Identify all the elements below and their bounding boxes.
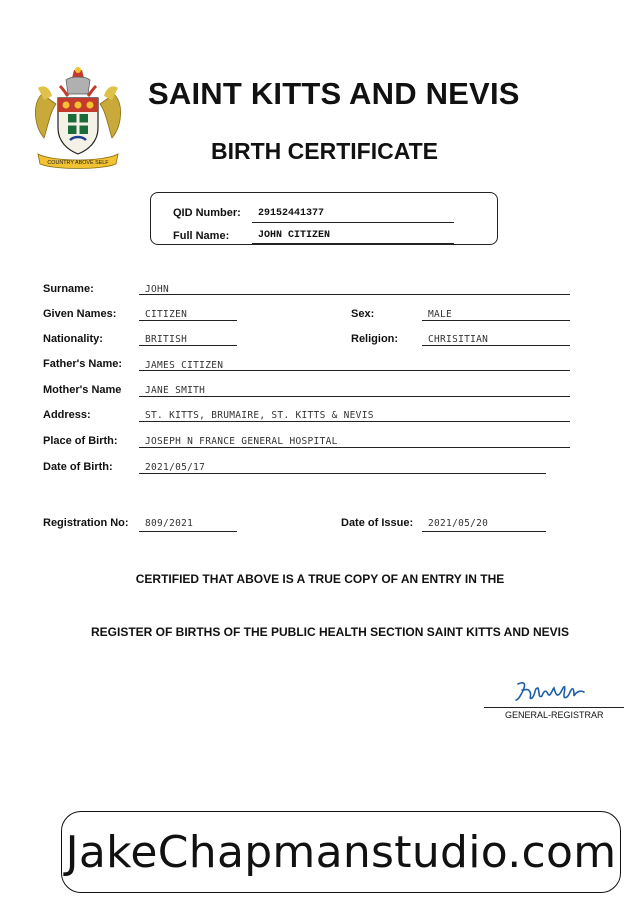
- coat-of-arms-icon: [30, 66, 126, 170]
- sex-underline: [422, 320, 570, 321]
- given-names-value: CITIZEN: [145, 309, 188, 320]
- given-names-underline: [139, 320, 237, 321]
- certification-line-1: CERTIFIED THAT ABOVE IS A TRUE COPY OF AN ENTRY IN THE: [135, 572, 505, 586]
- place-of-birth-label: Place of Birth:: [43, 435, 118, 447]
- full-name-value: JOHN CITIZEN: [258, 230, 331, 241]
- watermark-banner: JakeChapmanstudio.com: [61, 811, 621, 893]
- registration-no-value: 809/2021: [145, 518, 194, 529]
- certification-line-2: REGISTER OF BIRTHS OF THE PUBLIC HEALTH SECTION SAINT KITTS AND NEVIS: [90, 625, 569, 639]
- qid-value: 29152441377: [258, 208, 325, 219]
- date-of-birth-underline: [139, 473, 546, 474]
- address-value: ST. KITTS, BRUMAIRE, ST. KITTS & NEVIS: [145, 410, 374, 421]
- religion-value: CHRISITIAN: [428, 334, 489, 345]
- nationality-underline: [139, 345, 237, 346]
- surname-underline: [139, 294, 570, 295]
- father-name-underline: [139, 370, 570, 371]
- sex-value: MALE: [428, 309, 453, 320]
- date-of-issue-underline: [422, 531, 546, 532]
- handwritten-signature-icon: [512, 680, 592, 704]
- date-of-birth-value: 2021/05/17: [145, 462, 206, 473]
- place-of-birth-value: JOSEPH N FRANCE GENERAL HOSPITAL: [145, 436, 338, 447]
- address-label: Address:: [43, 409, 91, 421]
- surname-value: JOHN: [145, 284, 170, 295]
- full-name-underline: [252, 243, 454, 244]
- qid-underline: [252, 222, 454, 223]
- qid-label: QID Number:: [173, 207, 241, 219]
- address-underline: [139, 421, 570, 422]
- date-of-issue-label: Date of Issue:: [341, 517, 414, 529]
- svg-text:COUNTRY ABOVE SELF: COUNTRY ABOVE SELF: [47, 160, 109, 166]
- religion-underline: [422, 345, 570, 346]
- religion-label: Religion:: [351, 333, 399, 345]
- document-title: BIRTH CERTIFICATE: [211, 138, 439, 164]
- mother-name-underline: [139, 396, 570, 397]
- surname-label: Surname:: [43, 283, 94, 295]
- signature-line: [484, 707, 624, 708]
- mother-name-value: JANE SMITH: [145, 385, 206, 396]
- nationality-label: Nationality:: [43, 333, 103, 345]
- date-of-birth-label: Date of Birth:: [43, 461, 113, 473]
- place-of-birth-underline: [139, 447, 570, 448]
- nationality-value: BRITISH: [145, 334, 188, 345]
- mother-name-label: Mother's Name: [43, 384, 122, 396]
- registrar-title: GENERAL-REGISTRAR: [505, 710, 604, 720]
- country-title: SAINT KITTS AND NEVIS: [148, 76, 520, 111]
- full-name-label: Full Name:: [173, 230, 230, 242]
- registration-no-underline: [139, 531, 237, 532]
- sex-label: Sex:: [351, 308, 375, 320]
- registration-no-label: Registration No:: [43, 517, 129, 529]
- date-of-issue-value: 2021/05/20: [428, 518, 489, 529]
- father-name-value: JAMES CITIZEN: [145, 360, 224, 371]
- father-name-label: Father's Name:: [43, 358, 123, 370]
- given-names-label: Given Names:: [43, 308, 117, 320]
